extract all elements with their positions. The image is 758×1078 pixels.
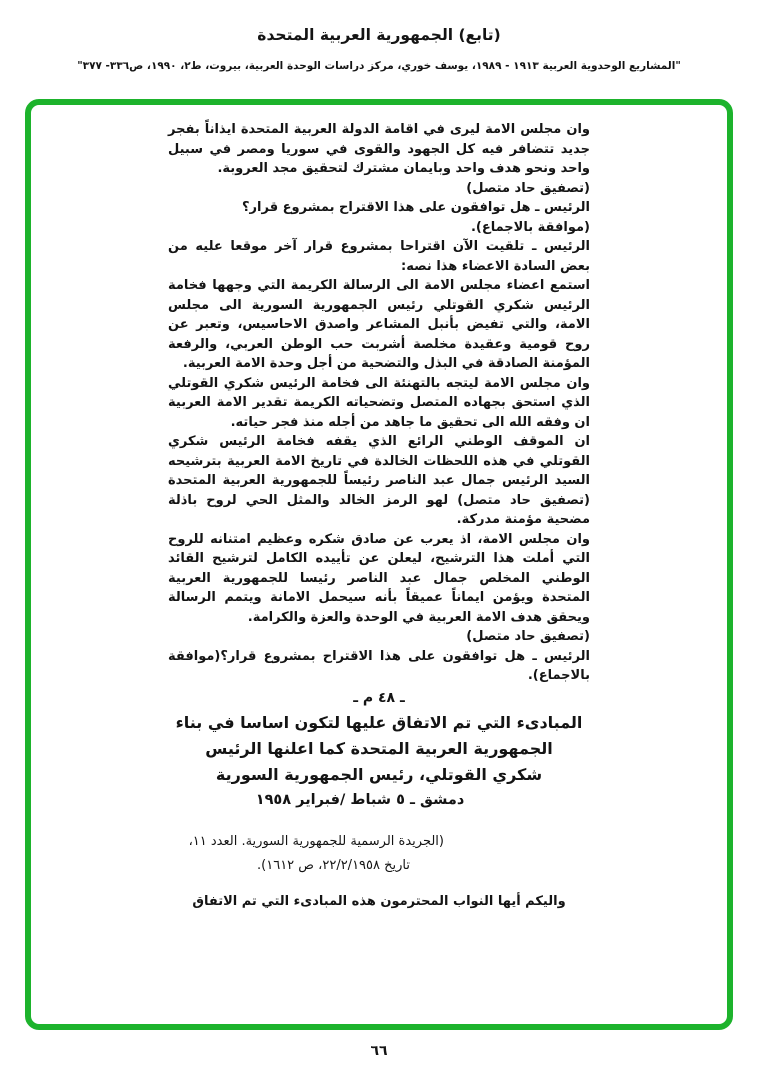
document-body	[168, 120, 590, 912]
section-heading-line: الجمهورية العربية المتحدة كما اعلنها الرئيس	[205, 738, 553, 758]
section-heading-line: المبادىء التي تم الاتفاق عليها لتكون اساسا في بناء	[175, 712, 583, 732]
body-paragraph: وان مجلس الامة، اذ يعرب عن صادق شكره وعظيم امتنانه للروح التي أملت هذا الترشيح، ليعلن عن تأييده الكامل لترشيح القائد الوطني المخلص جمال عبد الناصر رئيسا للجمهورية العربية المتحدة ويؤمن ايماناً عميقاً بأنه سيحمل الامانة ويتمم الرسالة ويحقق هدف الامة العربية في الوحدة والعزة والكرامة.	[168, 531, 590, 625]
gazette-citation	[168, 830, 590, 878]
stage-direction: (تصفيق حاد متصل)	[466, 629, 590, 644]
closing-line: واليكم أيها النواب المحترمون هذه المبادىء التي تم الاتفاق	[192, 893, 566, 909]
section-heading-line: شكري القوتلي، رئيس الجمهورية السورية	[215, 764, 543, 784]
body-paragraph: الرئيس ـ هل توافقون على هذا الاقتراح بمشروع قرار؟(موافقة بالاجماع).	[168, 648, 590, 683]
source-citation: "المشاريع الوحدوية العربية ١٩١٣ - ١٩٨٩، يوسف خوري، مركز دراسات الوحدة العربية، بيروت، ط٢، ١٩٩٠، ص٣٣٦- ٣٧٧"	[77, 60, 681, 72]
green-border-frame	[25, 99, 733, 1030]
body-paragraph: استمع اعضاء مجلس الامة الى الرسالة الكريمة التي وجهها فخامة الرئيس شكري القوتلي رئيس الجمهورية السورية الى مجلس الامة، والتي تفيض بأنبل المشاعر واصدق الاحاسيس، وتعبر عن روح قومية وعقيدة مخلصة أشربت حب الوطن العربي، والرفعة المؤمنة الصادقة في البذل والتضحية من أجل وحدة الامة العربية.	[168, 278, 590, 371]
body-paragraph: ان الموقف الوطني الرائع الذي يقفه فخامة الرئيس شكري القوتلي في هذه اللحظات الخالدة في تاريخ الامة العربية بترشيحه السيد الرئيس جمال عبد الناصر رئيساً للجمهورية العربية المتحدة (تصفيق حاد متصل) لهو الرمز الخالد والمثل الحي لروح باذلة مضحية مؤمنة مدركة.	[168, 434, 590, 527]
dateline: دمشق ـ ٥ شباط /فبراير ١٩٥٨	[255, 791, 465, 808]
section-number-marker: ـ ٤٨ م ـ	[353, 689, 405, 706]
page-number: ٦٦	[370, 1043, 388, 1059]
stage-direction: (تصفيق حاد متصل)	[466, 180, 590, 196]
gazette-citation-line: (الجريدة الرسمية للجمهورية السورية. العدد ١١،	[188, 833, 444, 849]
body-paragraph: وان مجلس الامة ليرى في اقامة الدولة العربية المتحدة ايذاناً بفجر جديد تتضافر فيه كل الجهود والقوى في سوريا ومصر في سبيل واحد ونحو هدف واحد وبايمان مشترك لتحقيق مجد العروبة.	[168, 122, 590, 176]
gazette-citation-line: تاريخ ٢٢/٢/١٩٥٨، ص ١٦١٢).	[257, 857, 410, 873]
body-paragraph: الرئيس ـ تلقيت الآن اقتراحا بمشروع قرار آخر موقعا عليه من بعض السادة الاعضاء هذا نصه:	[168, 239, 590, 274]
stage-direction: (موافقة بالاجماع).	[470, 219, 590, 235]
body-paragraph: وان مجلس الامة ليتجه بالتهنئة الى فخامة الرئيس شكري القوتلي الذي استحق بجهاده المتصل وتضحياته الكريمة تقدير الامة العربية ان وفقه الله الى تحقيق ما جاهد من أجله منذ فجر حياته.	[168, 375, 590, 430]
page-title: (تابع) الجمهورية العربية المتحدة	[257, 26, 501, 44]
body-paragraph: الرئيس ـ هل توافقون على هذا الاقتراح بمشروع قرار؟	[242, 200, 590, 215]
